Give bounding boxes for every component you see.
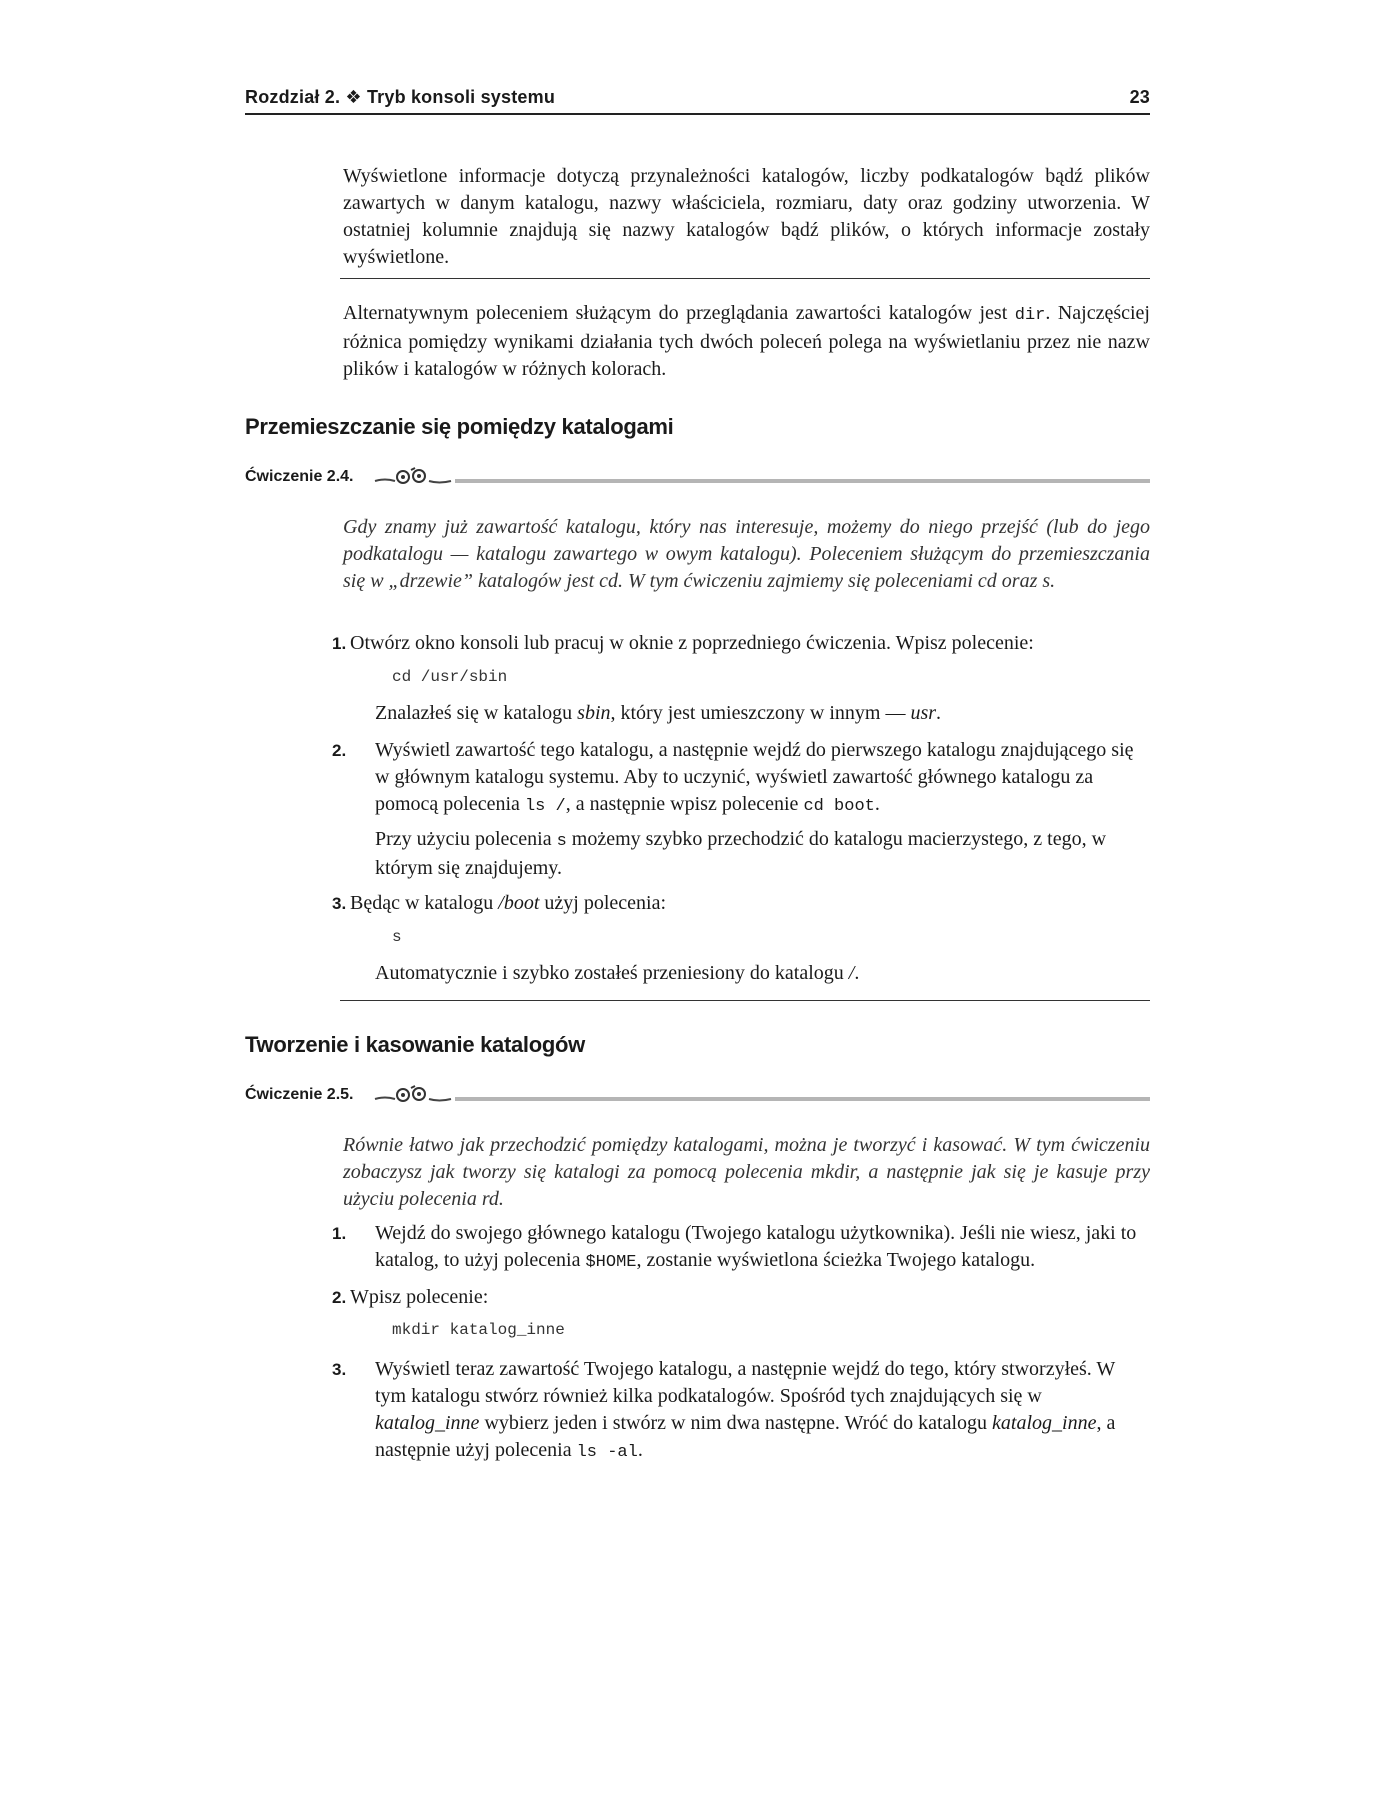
exercise-label: Ćwiczenie 2.5.: [245, 1086, 354, 1103]
step-1-result: [375, 700, 1150, 727]
note-text-after: . Najczęściej różnica pomiędzy wynikami działania tych dwóch poleceń polega na wyświetlaniu przez nie nazw plików i katalogów w różnych kolorach.: [343, 302, 1150, 380]
step-number: 1.: [332, 634, 347, 653]
result-dir: sbin: [577, 702, 611, 724]
note-text-before: Alternatywnym poleceniem służącym do przeglądania zawartości katalogów jest: [343, 302, 1015, 324]
step-text-a: Wejdź do swojego głównego katalogu (Twojego katalogu użytkownika). Jeśli nie wiesz, jaki to katalog, to użyj polecenia: [375, 1222, 1137, 1271]
ornament-icon: [373, 466, 453, 488]
section-title-moving: Przemieszczanie się pomiędzy katalogami: [245, 414, 674, 439]
result-end: .: [936, 702, 942, 724]
exercise-intro: Gdy znamy już zawartość katalogu, który nas interesuje, możemy do niego przejść (lub do jego podkatalogu — katalogu zawartego w owym katalogu). Poleceniem służącym do przemieszczania się w „drzewie” katalogów jest cd. W tym ćwiczeniu zajmiemy się poleceniami cd oraz s.: [343, 516, 1150, 592]
exercise-label: Ćwiczenie 2.4.: [245, 468, 354, 485]
extra-code: s: [556, 832, 567, 851]
step-text-a: Wyświetl teraz zawartość Twojego katalogu, a następnie wejdź do tego, który stworzyłeś. W tym katalogu stwórz również kilka podkatalogów. Spośród tych znajdujących się w: [375, 1358, 1115, 1407]
note-top-rule: [340, 278, 1150, 279]
step-text-b: , zostanie wyświetlona ścieżka Twojego katalogu.: [636, 1249, 1036, 1271]
step-number: 2.: [332, 1288, 347, 1307]
intro-paragraph: Wyświetlone informacje dotyczą przynależności katalogów, liczby podkatalogów bądź plików zawartych w danym katalogu, nazwy właściciela, rozmiaru, daty oraz godziny utworzenia. W ostatniej kolumnie znajdują się nazwy katalogów bądź plików, o których informacje zostały wyświetlone.: [343, 165, 1150, 268]
step-text-a: Wyświetl zawartość tego katalogu, a następnie wejdź do pierwszego katalogu znajdującego się w głównym katalogu systemu. Aby to uczynić, wyświetl zawartość głównego katalogu za pomocą polecenia: [375, 739, 1134, 815]
step-text: [375, 737, 1150, 820]
step-dir: /boot: [498, 892, 540, 914]
code-cd-boot: cd boot: [803, 797, 875, 816]
dir-name-2: katalog_inne: [992, 1412, 1097, 1434]
section-title-creating: Tworzenie i kasowanie katalogów: [245, 1032, 585, 1057]
step-text-c: .: [874, 793, 880, 815]
step-number: 1.: [332, 1224, 347, 1243]
code-ls-al: ls -al: [576, 1443, 638, 1462]
step-text-a: Będąc w katalogu: [350, 892, 499, 914]
step-text: Otwórz okno konsoli lub pracuj w oknie z poprzedniego ćwiczenia. Wpisz polecenie:: [350, 632, 1034, 654]
exercise-rule: [455, 1097, 1150, 1101]
step-text: Wpisz polecenie:: [350, 1286, 489, 1308]
running-head: [245, 85, 1150, 115]
step-3: [332, 1356, 1150, 1466]
note-code: dir: [1014, 306, 1046, 325]
step-text-b: wybierz jeden i stwórz w nim dwa następne. Wróć do katalogu: [479, 1412, 993, 1434]
step-3-result: [375, 960, 1150, 987]
exercise-heading-2-4: [245, 466, 1150, 492]
chapter-title: Rozdział 2. ❖ Tryb konsoli systemu: [245, 87, 556, 107]
exercise-rule: [455, 479, 1150, 483]
result-text-2: , który jest umieszczony w innym —: [610, 702, 911, 724]
step-number: 2.: [332, 741, 347, 760]
result-text: Znalazłeś się w katalogu: [375, 702, 578, 724]
command-line: s: [392, 928, 402, 946]
step-2-extra: [375, 826, 1150, 882]
extra-text-b: możemy szybko przechodzić do katalogu macierzystego, z tego, w którym się znajdujemy.: [375, 828, 1107, 879]
step-text-b: użyj polecenia:: [539, 892, 667, 914]
step-2: [332, 737, 1150, 820]
exercise-heading-2-5: [245, 1084, 1150, 1110]
step-text-d: .: [637, 1439, 643, 1461]
step-3: [332, 890, 1150, 917]
command-line: cd /usr/sbin: [392, 668, 508, 686]
extra-text-a: Przy użyciu polecenia: [375, 828, 557, 850]
step-number: 3.: [332, 894, 347, 913]
code-ls-root: ls /: [524, 797, 566, 816]
ornament-icon: [373, 1084, 453, 1106]
step-1: [332, 1220, 1150, 1276]
dir-name: katalog_inne: [375, 1412, 480, 1434]
exercise-intro: Równie łatwo jak przechodzić pomiędzy katalogami, można je tworzyć i kasować. W tym ćwiczeniu zobaczysz jak tworzy się katalogi za pomocą polecenia mkdir, a następnie jak się je kasuje przy użyciu polecenia rd.: [343, 1134, 1150, 1210]
result-dir: /: [848, 962, 855, 984]
step-text: [375, 1220, 1150, 1276]
step-number: 3.: [332, 1360, 347, 1379]
step-1: [332, 630, 1150, 657]
note-paragraph: [343, 300, 1150, 383]
step-2: [332, 1284, 1150, 1311]
command-line: mkdir katalog_inne: [392, 1321, 565, 1339]
result-text: Automatycznie i szybko zostałeś przeniesiony do katalogu: [375, 962, 849, 984]
exercise-end-rule: [340, 1000, 1150, 1001]
code-home: $HOME: [585, 1253, 637, 1272]
result-dir-2: usr: [910, 702, 937, 724]
page-number: 23: [1129, 87, 1150, 107]
step-text-b: , a następnie wpisz polecenie: [565, 793, 804, 815]
result-end: .: [854, 962, 860, 984]
step-text-c: , a następnie użyj polecenia: [375, 1412, 1116, 1461]
step-text: [375, 1356, 1150, 1466]
